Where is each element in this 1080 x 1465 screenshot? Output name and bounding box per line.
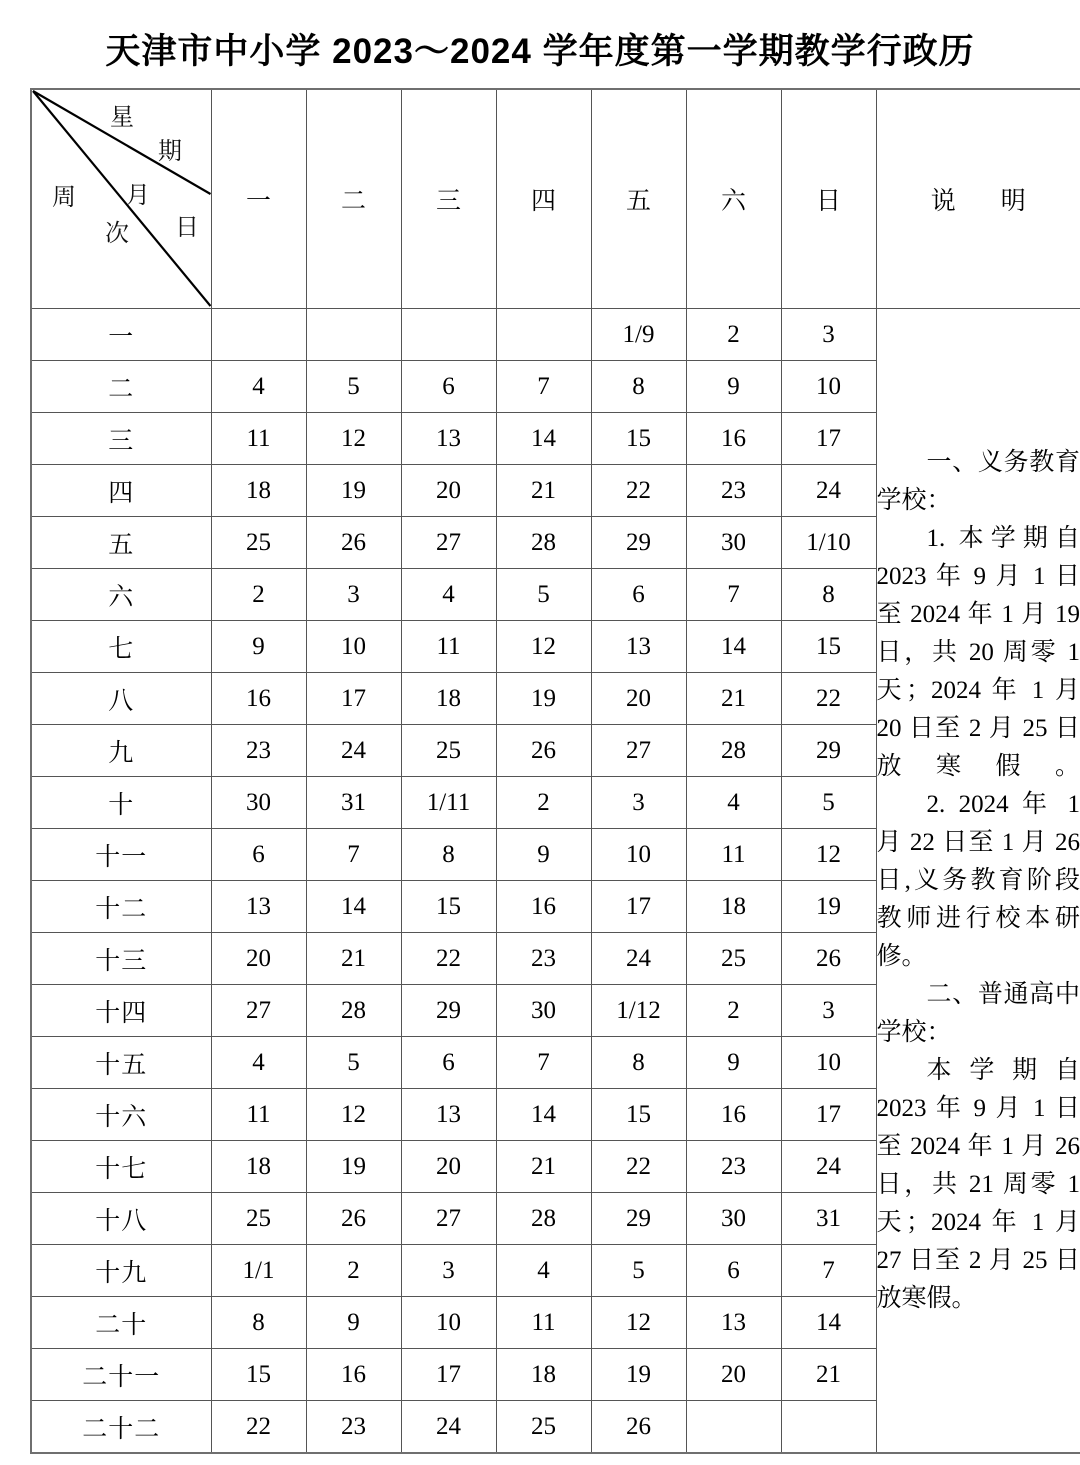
date-cell-wed	[401, 309, 496, 361]
date-cell-tue: 12	[306, 413, 401, 465]
date-cell-thu: 11	[496, 1297, 591, 1349]
date-cell-mon: 2	[211, 569, 306, 621]
date-cell-thu: 28	[496, 1193, 591, 1245]
week-number-cell: 一	[31, 309, 211, 361]
date-cell-sat: 16	[686, 1089, 781, 1141]
date-cell-tue: 5	[306, 1037, 401, 1089]
date-cell-tue: 19	[306, 1141, 401, 1193]
date-cell-sun: 3	[781, 309, 876, 361]
date-cell-sun: 15	[781, 621, 876, 673]
date-cell-mon: 15	[211, 1349, 306, 1401]
date-cell-fri: 29	[591, 1193, 686, 1245]
date-cell-sat: 25	[686, 933, 781, 985]
week-number-cell: 十九	[31, 1245, 211, 1297]
date-cell-thu: 21	[496, 465, 591, 517]
date-cell-sun: 5	[781, 777, 876, 829]
date-cell-sat: 2	[686, 309, 781, 361]
date-cell-fri: 12	[591, 1297, 686, 1349]
date-cell-fri: 8	[591, 1037, 686, 1089]
date-cell-mon: 13	[211, 881, 306, 933]
date-cell-tue: 14	[306, 881, 401, 933]
date-cell-mon: 8	[211, 1297, 306, 1349]
date-cell-sun: 29	[781, 725, 876, 777]
date-cell-sat: 16	[686, 413, 781, 465]
date-cell-mon: 22	[211, 1401, 306, 1454]
weekday-header-fri: 五	[591, 89, 686, 309]
week-number-cell: 十四	[31, 985, 211, 1037]
date-cell-fri: 6	[591, 569, 686, 621]
corner-label-order: 次	[105, 221, 129, 247]
date-cell-sat: 23	[686, 1141, 781, 1193]
date-cell-mon: 6	[211, 829, 306, 881]
date-cell-tue: 10	[306, 621, 401, 673]
date-cell-thu	[496, 309, 591, 361]
date-cell-tue: 3	[306, 569, 401, 621]
date-cell-thu: 26	[496, 725, 591, 777]
date-cell-tue: 5	[306, 361, 401, 413]
date-cell-sat: 11	[686, 829, 781, 881]
date-cell-fri: 8	[591, 361, 686, 413]
date-cell-mon: 25	[211, 1193, 306, 1245]
date-cell-tue: 26	[306, 517, 401, 569]
week-number-cell: 三	[31, 413, 211, 465]
date-cell-sun: 17	[781, 413, 876, 465]
date-cell-sat: 28	[686, 725, 781, 777]
date-cell-tue: 16	[306, 1349, 401, 1401]
date-cell-tue	[306, 309, 401, 361]
date-cell-sun: 12	[781, 829, 876, 881]
week-number-cell: 二	[31, 361, 211, 413]
date-cell-wed: 27	[401, 1193, 496, 1245]
date-cell-sun: 17	[781, 1089, 876, 1141]
date-cell-tue: 21	[306, 933, 401, 985]
date-cell-sun: 8	[781, 569, 876, 621]
date-cell-fri: 5	[591, 1245, 686, 1297]
weekday-header-sun: 日	[781, 89, 876, 309]
weekday-header-sat: 六	[686, 89, 781, 309]
date-cell-sat: 21	[686, 673, 781, 725]
date-cell-sun: 24	[781, 1141, 876, 1193]
date-cell-sat: 30	[686, 1193, 781, 1245]
date-cell-mon: 11	[211, 1089, 306, 1141]
week-number-cell: 二十	[31, 1297, 211, 1349]
table-header-row	[31, 89, 1080, 309]
date-cell-mon	[211, 309, 306, 361]
week-number-cell: 十三	[31, 933, 211, 985]
date-cell-mon: 20	[211, 933, 306, 985]
date-cell-mon: 30	[211, 777, 306, 829]
date-cell-sun: 31	[781, 1193, 876, 1245]
date-cell-fri: 19	[591, 1349, 686, 1401]
week-number-cell: 七	[31, 621, 211, 673]
date-cell-wed: 15	[401, 881, 496, 933]
week-number-cell: 十六	[31, 1089, 211, 1141]
date-cell-fri: 26	[591, 1401, 686, 1454]
date-cell-fri: 3	[591, 777, 686, 829]
date-cell-tue: 23	[306, 1401, 401, 1454]
date-cell-wed: 3	[401, 1245, 496, 1297]
weekday-header-wed: 三	[401, 89, 496, 309]
corner-label-star: 星	[110, 105, 134, 131]
date-cell-fri: 22	[591, 465, 686, 517]
date-cell-thu: 14	[496, 1089, 591, 1141]
date-cell-fri: 20	[591, 673, 686, 725]
date-cell-thu: 28	[496, 517, 591, 569]
date-cell-thu: 5	[496, 569, 591, 621]
page-title: 天津市中小学 2023～2024 学年度第一学期教学行政历	[105, 32, 975, 71]
date-cell-tue: 2	[306, 1245, 401, 1297]
date-cell-wed: 13	[401, 1089, 496, 1141]
date-cell-tue: 28	[306, 985, 401, 1037]
corner-label-month: 月	[126, 183, 150, 209]
date-cell-thu: 23	[496, 933, 591, 985]
date-cell-fri: 1/9	[591, 309, 686, 361]
date-cell-sat: 2	[686, 985, 781, 1037]
date-cell-fri: 27	[591, 725, 686, 777]
date-cell-sat: 7	[686, 569, 781, 621]
date-cell-tue: 17	[306, 673, 401, 725]
date-cell-sun: 24	[781, 465, 876, 517]
date-cell-sat: 13	[686, 1297, 781, 1349]
date-cell-fri: 13	[591, 621, 686, 673]
notes-cell	[876, 309, 1080, 1454]
date-cell-fri: 15	[591, 413, 686, 465]
date-cell-thu: 25	[496, 1401, 591, 1454]
date-cell-thu: 7	[496, 1037, 591, 1089]
week-number-cell: 十七	[31, 1141, 211, 1193]
date-cell-wed: 29	[401, 985, 496, 1037]
date-cell-mon: 25	[211, 517, 306, 569]
date-cell-wed: 22	[401, 933, 496, 985]
date-cell-sun	[781, 1401, 876, 1454]
date-cell-wed: 17	[401, 1349, 496, 1401]
week-number-cell: 九	[31, 725, 211, 777]
academic-calendar-table-wrapper	[30, 88, 1080, 1443]
week-number-cell: 十五	[31, 1037, 211, 1089]
week-number-cell: 十八	[31, 1193, 211, 1245]
date-cell-mon: 9	[211, 621, 306, 673]
date-cell-wed: 20	[401, 465, 496, 517]
week-number-cell: 十	[31, 777, 211, 829]
corner-header-cell	[31, 89, 211, 309]
date-cell-mon: 4	[211, 361, 306, 413]
date-cell-tue: 24	[306, 725, 401, 777]
date-cell-wed: 4	[401, 569, 496, 621]
date-cell-wed: 8	[401, 829, 496, 881]
date-cell-sun: 14	[781, 1297, 876, 1349]
date-cell-fri: 24	[591, 933, 686, 985]
date-cell-sat: 20	[686, 1349, 781, 1401]
date-cell-sun: 19	[781, 881, 876, 933]
date-cell-tue: 19	[306, 465, 401, 517]
date-cell-mon: 1/1	[211, 1245, 306, 1297]
date-cell-fri: 15	[591, 1089, 686, 1141]
date-cell-wed: 6	[401, 361, 496, 413]
date-cell-sat: 18	[686, 881, 781, 933]
date-cell-sun: 10	[781, 1037, 876, 1089]
notes-column-header: 说 明	[876, 89, 1080, 309]
date-cell-sat: 6	[686, 1245, 781, 1297]
date-cell-sat	[686, 1401, 781, 1454]
date-cell-thu: 14	[496, 413, 591, 465]
date-cell-mon: 18	[211, 1141, 306, 1193]
date-cell-sat: 9	[686, 1037, 781, 1089]
note-paragraph-3: 2. 2024 年 1 月 22 日至 1 月 26 日,义务教育阶段教师进行校本研修。	[876, 790, 1080, 970]
date-cell-mon: 4	[211, 1037, 306, 1089]
date-cell-sat: 23	[686, 465, 781, 517]
weekday-header-tue: 二	[306, 89, 401, 309]
week-number-cell: 十二	[31, 881, 211, 933]
corner-label-period: 期	[158, 139, 182, 165]
note-paragraph-5: 本学期自 2023 年 9 月 1 日至 2024 年 1 月 26 日，共 21 周零 1 天；2024 年 1 月 27 日至 2 月 25 日放寒假。	[876, 1056, 1080, 1312]
date-cell-sun: 22	[781, 673, 876, 725]
date-cell-wed: 25	[401, 725, 496, 777]
date-cell-sun: 7	[781, 1245, 876, 1297]
date-cell-sun: 10	[781, 361, 876, 413]
note-paragraph-2: 1. 本学期自 2023 年 9 月 1 日至 2024 年 1 月 19 日，共 20 周零 1 天；2024 年 1 月 20 日至 2 月 25 日放寒假。	[876, 524, 1080, 780]
academic-calendar-table	[30, 88, 1080, 1454]
date-cell-sun: 1/10	[781, 517, 876, 569]
date-cell-thu: 9	[496, 829, 591, 881]
date-cell-sat: 30	[686, 517, 781, 569]
date-cell-mon: 11	[211, 413, 306, 465]
date-cell-mon: 18	[211, 465, 306, 517]
date-cell-sun: 3	[781, 985, 876, 1037]
date-cell-thu: 2	[496, 777, 591, 829]
date-cell-mon: 23	[211, 725, 306, 777]
date-cell-tue: 7	[306, 829, 401, 881]
date-cell-mon: 27	[211, 985, 306, 1037]
corner-label-day: 日	[175, 215, 199, 241]
date-cell-sun: 26	[781, 933, 876, 985]
date-cell-wed: 11	[401, 621, 496, 673]
date-cell-thu: 18	[496, 1349, 591, 1401]
weekday-header-thu: 四	[496, 89, 591, 309]
date-cell-wed: 18	[401, 673, 496, 725]
week-number-cell: 五	[31, 517, 211, 569]
date-cell-wed: 1/11	[401, 777, 496, 829]
note-paragraph-4: 二、普通高中学校：	[876, 980, 1080, 1046]
date-cell-thu: 21	[496, 1141, 591, 1193]
date-cell-tue: 12	[306, 1089, 401, 1141]
date-cell-fri: 29	[591, 517, 686, 569]
date-cell-wed: 13	[401, 413, 496, 465]
date-cell-sun: 21	[781, 1349, 876, 1401]
week-number-cell: 四	[31, 465, 211, 517]
week-number-cell: 六	[31, 569, 211, 621]
date-cell-tue: 9	[306, 1297, 401, 1349]
note-paragraph-1: 一、义务教育学校：	[876, 448, 1080, 514]
date-cell-sat: 9	[686, 361, 781, 413]
date-cell-thu: 16	[496, 881, 591, 933]
date-cell-wed: 10	[401, 1297, 496, 1349]
date-cell-thu: 7	[496, 361, 591, 413]
date-cell-wed: 6	[401, 1037, 496, 1089]
week-number-cell: 八	[31, 673, 211, 725]
date-cell-thu: 12	[496, 621, 591, 673]
date-cell-wed: 24	[401, 1401, 496, 1454]
date-cell-fri: 1/12	[591, 985, 686, 1037]
date-cell-wed: 20	[401, 1141, 496, 1193]
date-cell-sat: 14	[686, 621, 781, 673]
date-cell-thu: 19	[496, 673, 591, 725]
date-cell-mon: 16	[211, 673, 306, 725]
date-cell-fri: 17	[591, 881, 686, 933]
date-cell-fri: 10	[591, 829, 686, 881]
date-cell-wed: 27	[401, 517, 496, 569]
week-number-cell: 二十一	[31, 1349, 211, 1401]
date-cell-thu: 4	[496, 1245, 591, 1297]
week-number-cell: 十一	[31, 829, 211, 881]
weekday-header-mon: 一	[211, 89, 306, 309]
date-cell-thu: 30	[496, 985, 591, 1037]
date-cell-tue: 31	[306, 777, 401, 829]
corner-label-week: 周	[52, 185, 76, 211]
date-cell-fri: 22	[591, 1141, 686, 1193]
date-cell-sat: 4	[686, 777, 781, 829]
table-row	[31, 309, 1080, 361]
date-cell-tue: 26	[306, 1193, 401, 1245]
week-number-cell: 二十二	[31, 1401, 211, 1454]
